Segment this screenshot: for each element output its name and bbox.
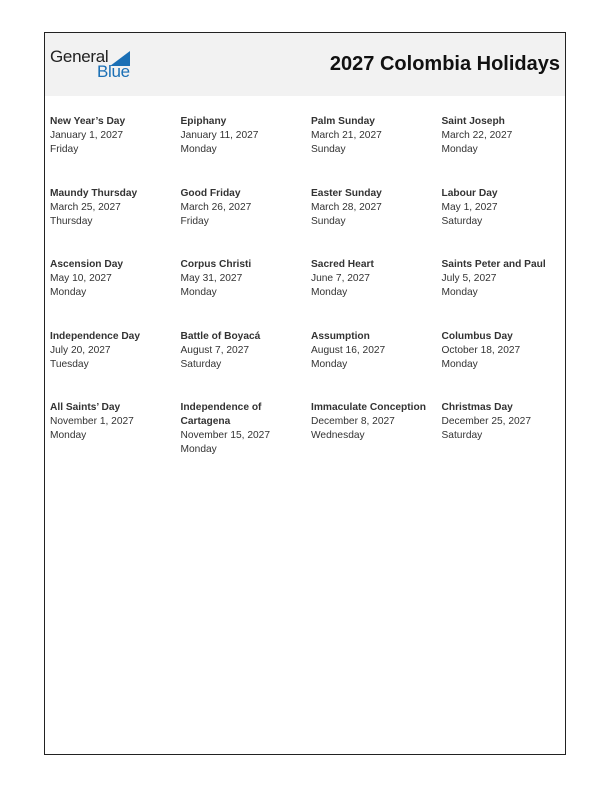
holiday-date: March 21, 2027: [311, 130, 382, 141]
holiday-entry: [50, 258, 178, 300]
holiday-entry: [311, 401, 439, 443]
holiday-day: Tuesday: [50, 358, 89, 370]
holiday-entry: [442, 115, 570, 157]
holiday-date: March 22, 2027: [441, 130, 513, 141]
holiday-entry: [50, 187, 178, 229]
holiday-day: Monday: [311, 287, 348, 298]
holiday-entry: [442, 330, 570, 372]
holiday-entry: [311, 115, 439, 157]
holiday-entry: [50, 115, 178, 157]
holiday-entry: [181, 187, 309, 229]
page-title: 2027 Colombia Holidays: [329, 53, 560, 75]
holiday-day: Monday: [50, 430, 87, 441]
holiday-entry: [442, 401, 570, 443]
holiday-name: All Saints’ Day: [50, 402, 121, 413]
holiday-entry: [181, 115, 309, 157]
holiday-date: March 25, 2027: [50, 201, 121, 213]
holiday-name: New Year’s Day: [50, 116, 126, 127]
holiday-day: Wednesday: [311, 430, 365, 441]
holiday-day: Monday: [441, 358, 478, 370]
holiday-date: January 11, 2027: [180, 130, 259, 141]
holiday-entry: [442, 187, 570, 229]
holiday-entry: [181, 401, 309, 457]
holiday-date: January 1, 2027: [50, 130, 124, 141]
holiday-name: Columbus Day: [441, 330, 513, 342]
holiday-name: Assumption: [311, 330, 370, 342]
holiday-name: Christmas Day: [441, 402, 513, 413]
holiday-day: Saturday: [180, 358, 222, 370]
holiday-day: Monday: [441, 144, 478, 155]
holiday-name: Independence of Cartagena: [180, 402, 262, 427]
holiday-entry: [181, 330, 309, 372]
holiday-date: July 20, 2027: [50, 344, 111, 356]
holiday-date: March 28, 2027: [311, 201, 382, 213]
holiday-name: Maundy Thursday: [50, 187, 138, 199]
holiday-entry: [181, 258, 309, 300]
holiday-name: Saint Joseph: [441, 116, 505, 127]
holiday-day: Saturday: [441, 430, 483, 441]
holiday-date: March 26, 2027: [180, 201, 252, 213]
holiday-name: Corpus Christi: [180, 259, 252, 270]
holiday-name: Palm Sunday: [311, 116, 375, 127]
holiday-date: May 10, 2027: [50, 273, 112, 284]
holiday-date: November 1, 2027: [50, 416, 134, 427]
holiday-entry: [50, 330, 178, 372]
holiday-date: November 15, 2027: [180, 430, 270, 441]
holiday-day: Friday: [180, 215, 209, 227]
holiday-date: May 31, 2027: [180, 273, 243, 284]
holiday-day: Monday: [50, 287, 87, 298]
calendar-page: [44, 32, 566, 755]
holiday-day: Saturday: [441, 215, 483, 227]
holiday-name: Epiphany: [180, 116, 227, 127]
holiday-date: August 7, 2027: [180, 344, 250, 356]
holiday-day: Monday: [180, 144, 217, 155]
holiday-day: Friday: [50, 144, 79, 155]
holiday-day: Monday: [180, 287, 217, 298]
holiday-name: Independence Day: [50, 330, 141, 342]
holiday-entry: [442, 258, 570, 300]
logo-general-text: General: [50, 47, 109, 66]
holiday-day: Sunday: [311, 215, 346, 227]
holiday-entry: [311, 258, 439, 300]
holiday-day: Monday: [441, 287, 478, 298]
logo-blue-text: Blue: [97, 62, 130, 81]
page-header: [45, 33, 565, 96]
holiday-date: May 1, 2027: [441, 201, 498, 213]
holiday-name: Saints Peter and Paul: [441, 259, 546, 270]
holiday-name: Labour Day: [441, 187, 498, 199]
holiday-date: October 18, 2027: [441, 344, 521, 356]
holiday-day: Monday: [311, 358, 348, 370]
holiday-entry: [311, 330, 439, 372]
holiday-day: Sunday: [311, 144, 346, 155]
holiday-name: Immaculate Conception: [311, 402, 426, 413]
holiday-date: December 25, 2027: [441, 416, 531, 427]
holiday-entry: [50, 401, 178, 443]
holiday-name: Ascension Day: [50, 259, 124, 270]
holiday-day: Monday: [180, 444, 217, 455]
generalblue-logo: [50, 47, 140, 83]
holiday-date: July 5, 2027: [441, 273, 497, 284]
holiday-date: December 8, 2027: [311, 416, 395, 427]
holiday-name: Easter Sunday: [311, 187, 382, 199]
holiday-name: Sacred Heart: [311, 259, 374, 270]
holiday-date: June 7, 2027: [311, 273, 370, 284]
holiday-entry: [311, 187, 439, 229]
holiday-day: Thursday: [50, 215, 93, 227]
holiday-name: Good Friday: [180, 187, 241, 199]
holiday-date: August 16, 2027: [311, 344, 386, 356]
holiday-name: Battle of Boyacá: [180, 330, 261, 342]
